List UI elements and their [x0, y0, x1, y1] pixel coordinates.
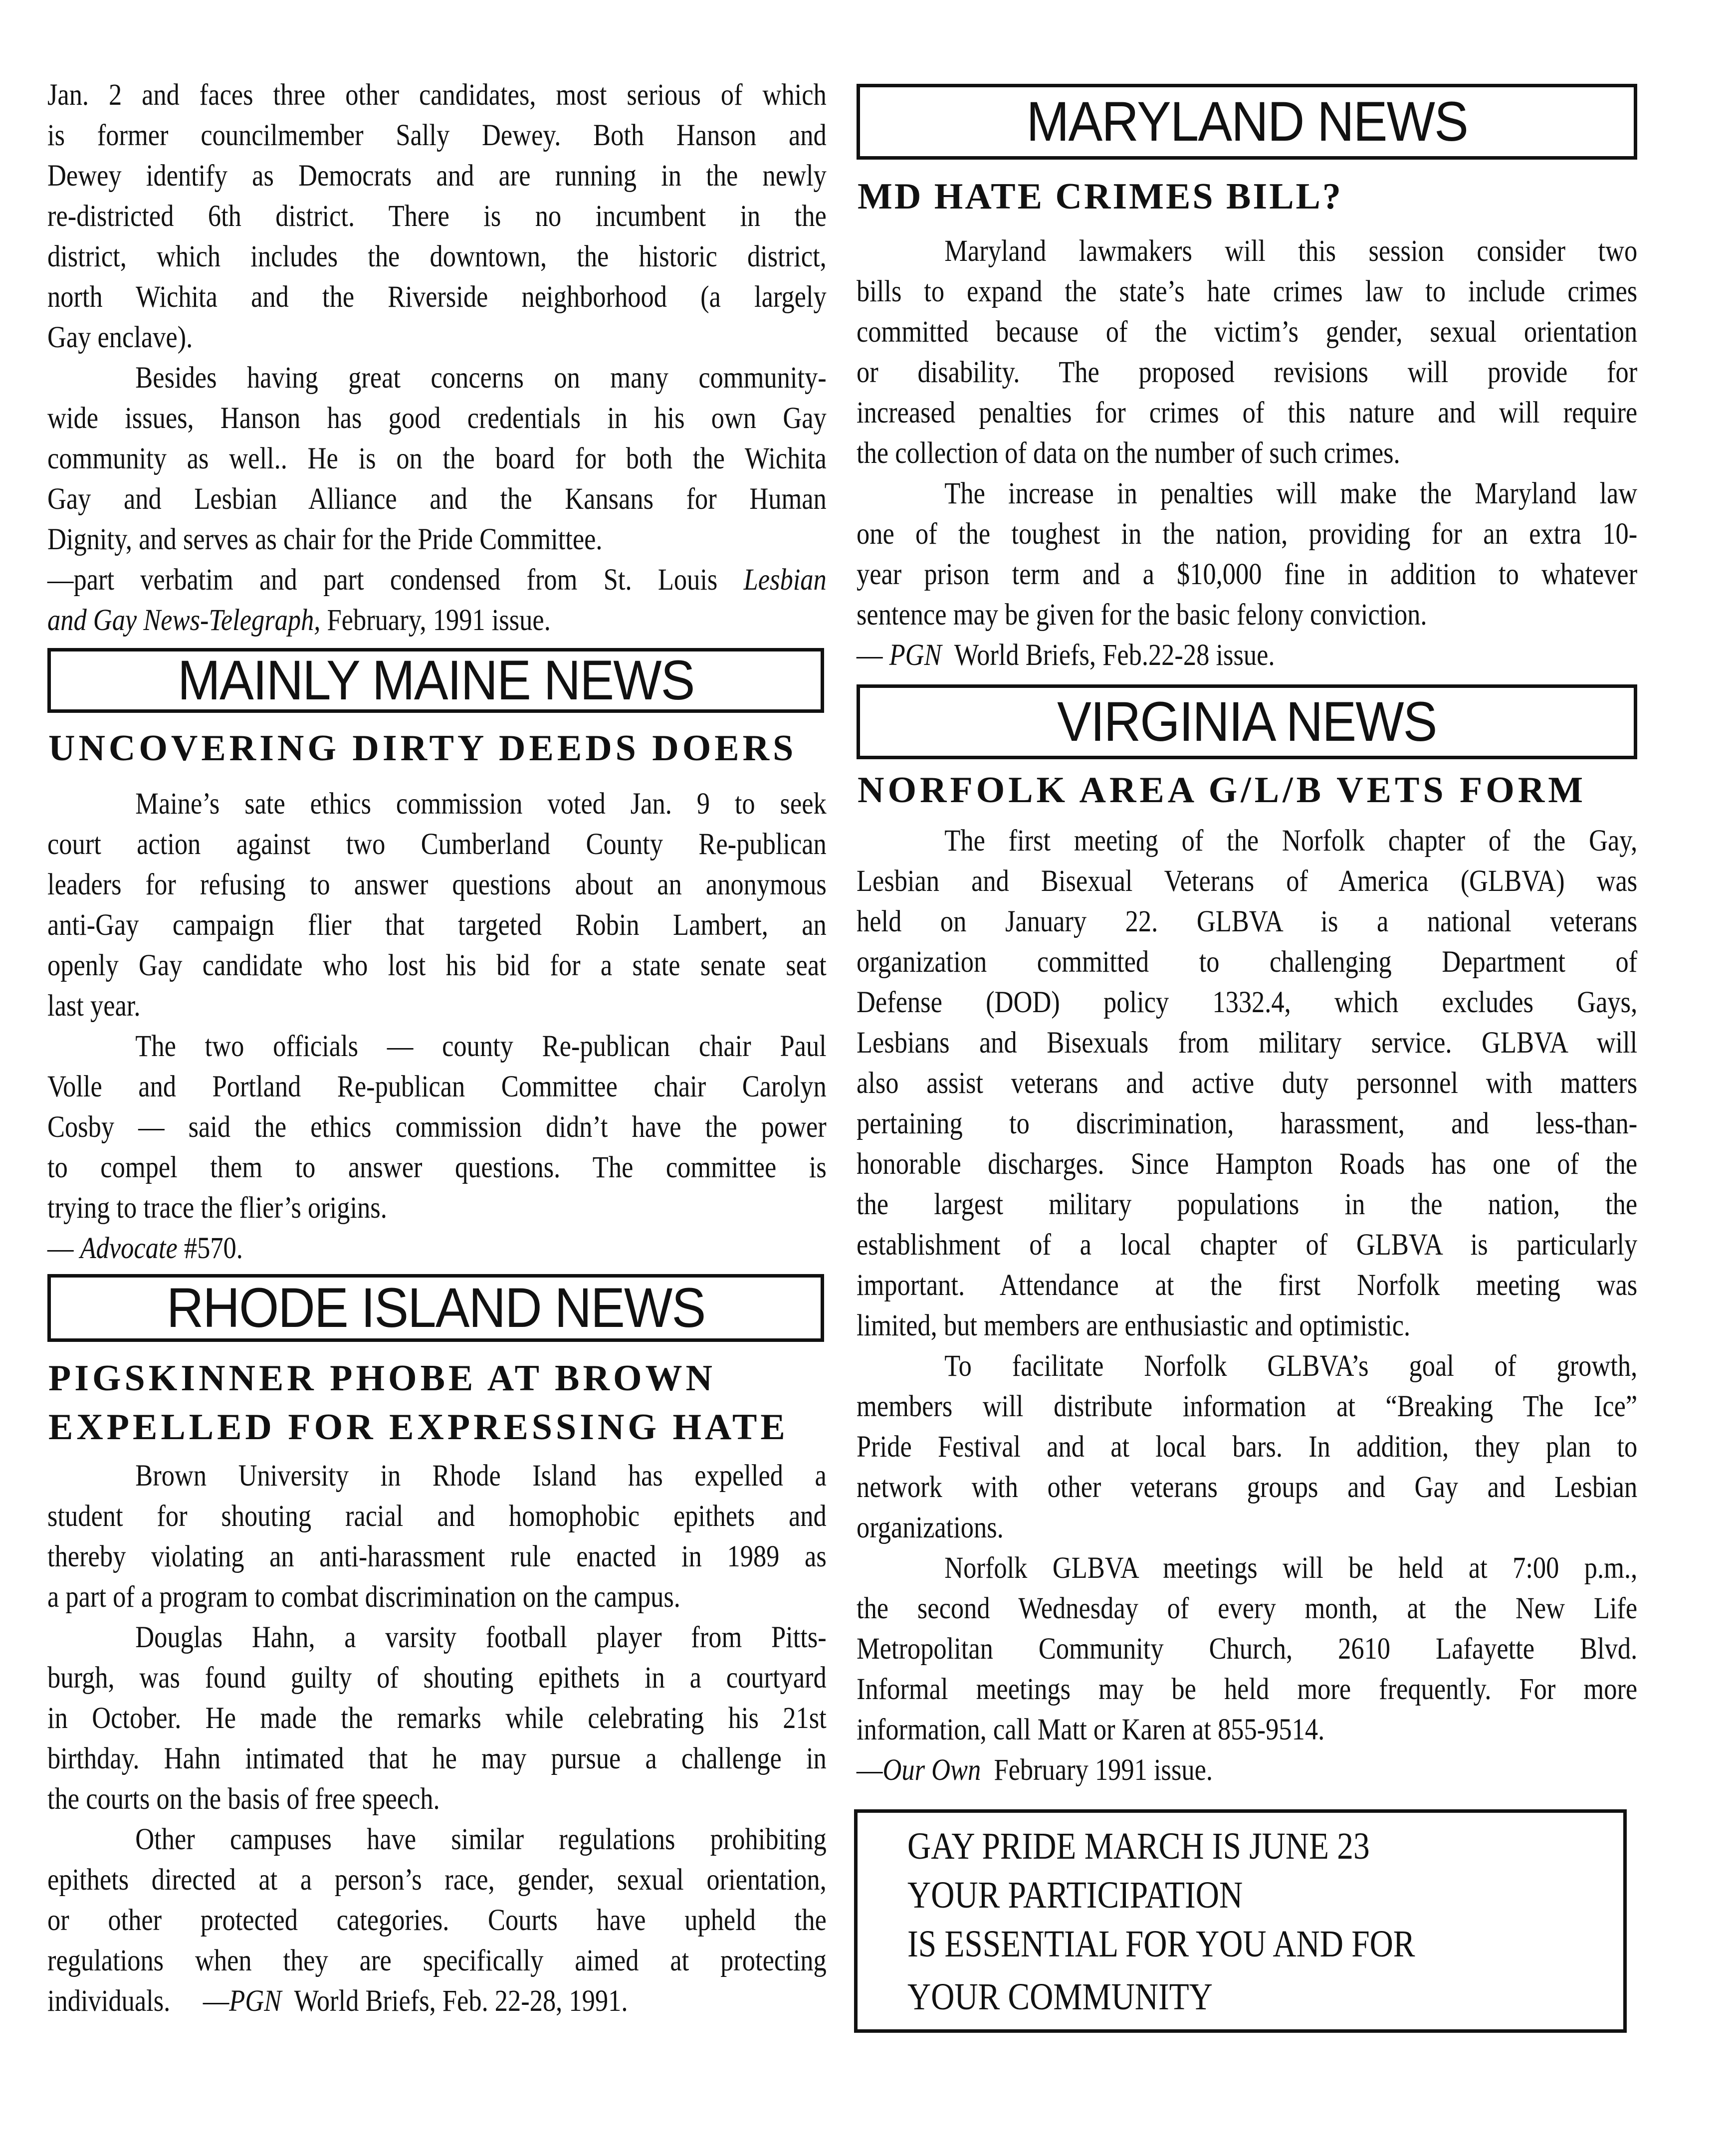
italic-source-text: and Gay News-Telegraph,: [47, 604, 321, 637]
wichita-article-continuation: [47, 75, 827, 641]
text-segment: individuals. —: [47, 1984, 229, 2018]
pride-notice-line: YOUR PARTICIPATION: [907, 1874, 1243, 1916]
text-line: Informal meetings may be held more frequently. For more: [857, 1673, 1638, 1706]
text-line: wide issues, Hanson has good credentials in his own Gay: [47, 402, 827, 435]
text-line: regulations when they are specifically aimed at protecting: [47, 1944, 827, 1977]
text-line: the courts on the basis of free speech.: [47, 1782, 440, 1816]
text-line: bills to expand the state’s hate crimes law to include crimes: [857, 275, 1638, 308]
text-line: increased penalties for crimes of this nature and will require: [857, 396, 1638, 430]
pride-notice-text: [907, 1822, 1415, 2021]
text-line: the second Wednesday of every month, at the New Life: [857, 1592, 1638, 1625]
text-line: important. Attendance at the first Norfolk meeting was: [857, 1269, 1638, 1302]
text-line: epithets directed at a person’s race, gender, sexual orientation,: [47, 1863, 827, 1897]
text-line: Lesbian and Bisexual Veterans of America (GLBVA) was: [857, 864, 1638, 898]
text-line: Dignity, and serves as chair for the Pride Committee.: [47, 523, 603, 556]
text-segment: #570.: [177, 1232, 243, 1265]
text-line: Besides having great concerns on many community-: [135, 361, 827, 395]
text-line: Dewey identify as Democrats and are running in the newly: [47, 159, 827, 193]
text-line: Jan. 2 and faces three other candidates, most serious of which: [47, 78, 827, 112]
text-segment: —: [47, 1232, 80, 1265]
pride-notice-line: GAY PRIDE MARCH IS JUNE 23: [907, 1825, 1370, 1867]
text-line: [857, 635, 1637, 675]
text-line: Douglas Hahn, a varsity football player from Pitts-: [135, 1621, 827, 1654]
text-line: Gay enclave).: [47, 321, 193, 354]
article-headline-line-1: PIGSKINNER PHOBE AT BROWN: [48, 1358, 716, 1399]
section-header-maryland: [857, 84, 1637, 160]
text-line: openly Gay candidate who lost his bid for a state senate seat: [47, 949, 827, 982]
italic-source-text: PGN: [229, 1984, 282, 2018]
text-line: honorable discharges. Since Hampton Roads has one of the: [857, 1147, 1638, 1181]
text-line: organization committed to challenging Department of: [857, 945, 1638, 979]
section-title: VIRGINIA NEWS: [1057, 690, 1437, 753]
text-line: The increase in penalties will make the Maryland law: [944, 477, 1638, 510]
text-line: held on January 22. GLBVA is a national veterans: [857, 905, 1638, 938]
pride-notice-line: IS ESSENTIAL FOR YOU AND FOR: [907, 1923, 1415, 1965]
text-line: one of the toughest in the nation, providing for an extra 10-: [857, 517, 1638, 551]
text-line: last year.: [47, 989, 141, 1023]
text-line: [857, 1750, 1637, 1790]
italic-source-text: Advocate: [80, 1232, 178, 1265]
text-segment: —part verbatim and part condensed from St. Louis: [47, 563, 744, 597]
text-line: Defense (DOD) policy 1332.4, which excludes Gays,: [857, 986, 1638, 1019]
text-line: leaders for refusing to answer questions about an anonymous: [47, 868, 827, 901]
article-headline: MD HATE CRIMES BILL?: [858, 176, 1343, 217]
text-segment: —: [857, 1753, 883, 1787]
section-header-maine: [47, 648, 824, 713]
text-line: burgh, was found guilty of shouting epithets in a courtyard: [47, 1661, 827, 1695]
text-line: Brown University in Rhode Island has expelled a: [135, 1459, 827, 1493]
text-line: establishment of a local chapter of GLBVA is particularly: [857, 1228, 1638, 1262]
text-line: court action against two Cumberland County Re-publican: [47, 828, 827, 861]
pride-march-notice-box: [854, 1809, 1627, 2033]
text-line: the collection of data on the number of such crimes.: [857, 436, 1400, 470]
text-line: Lesbians and Bisexuals from military service. GLBVA will: [857, 1026, 1638, 1060]
text-line: Norfolk GLBVA meetings will be held at 7:00 p.m.,: [944, 1551, 1638, 1585]
text-line: Volle and Portland Re-publican Committee chair Carolyn: [47, 1070, 827, 1103]
text-line: a part of a program to combat discrimination on the campus.: [47, 1580, 680, 1614]
text-line: or other protected categories. Courts have upheld the: [47, 1904, 827, 1937]
section-title: MAINLY MAINE NEWS: [177, 649, 694, 711]
text-line: or disability. The proposed revisions will provide for: [857, 356, 1638, 389]
text-line: limited, but members are enthusiastic and optimistic.: [857, 1309, 1411, 1342]
maine-article-body: [47, 784, 827, 1269]
text-line: The two officials — county Re-publican chair Paul: [135, 1030, 827, 1063]
text-line: student for shouting racial and homophobic epithets and: [47, 1500, 827, 1533]
text-line: anti-Gay campaign flier that targeted Robin Lambert, an: [47, 908, 827, 942]
text-line: Metropolitan Community Church, 2610 Lafayette Blvd.: [857, 1632, 1638, 1666]
text-line: the largest military populations in the nation, the: [857, 1188, 1638, 1221]
text-line: [47, 1228, 827, 1269]
text-line: members will distribute information at “Breaking The Ice”: [857, 1390, 1638, 1423]
article-headline-line-2: EXPELLED FOR EXPRESSING HATE: [48, 1407, 789, 1448]
text-line: also assist veterans and active duty personnel with matters: [857, 1067, 1638, 1100]
text-line: re-districted 6th district. There is no incumbent in the: [47, 200, 827, 233]
text-line: birthday. Hahn intimated that he may pursue a challenge in: [47, 1742, 827, 1775]
text-segment: —: [857, 639, 889, 672]
text-line: Gay and Lesbian Alliance and the Kansans for Human: [47, 482, 827, 516]
text-line: The first meeting of the Norfolk chapter of the Gay,: [944, 824, 1638, 858]
section-header-virginia: [857, 684, 1637, 759]
maryland-article-body: [857, 231, 1637, 675]
article-headline: UNCOVERING DIRTY DEEDS DOERS: [48, 728, 797, 769]
rhode-island-article-body: [47, 1456, 827, 2021]
text-line: sentence may be given for the basic felony conviction.: [857, 598, 1427, 632]
text-line: year prison term and a $10,000 fine in addition to whatever: [857, 558, 1638, 591]
section-header-rhode-island: [47, 1274, 824, 1342]
text-line: Cosby — said the ethics commission didn’t have the power: [47, 1110, 827, 1144]
text-line: pertaining to discrimination, harassment, and less-than-: [857, 1107, 1638, 1140]
text-line: Other campuses have similar regulations prohibiting: [135, 1823, 827, 1856]
text-segment: World Briefs, Feb.22-28 issue.: [941, 639, 1275, 672]
text-line: is former councilmember Sally Dewey. Both Hanson and: [47, 119, 827, 152]
text-line: network with other veterans groups and Gay and Lesbian: [857, 1471, 1638, 1504]
italic-source-text: Our Own: [882, 1753, 981, 1787]
text-line: north Wichita and the Riverside neighborhood (a largely: [47, 280, 827, 314]
text-line: committed because of the victim’s gender, sexual orientation: [857, 315, 1638, 349]
text-line: Maryland lawmakers will this session consider two: [944, 234, 1638, 268]
text-line: to compel them to answer questions. The committee is: [47, 1151, 827, 1184]
italic-source-text: PGN: [889, 639, 942, 672]
text-line: trying to trace the flier’s origins.: [47, 1191, 387, 1225]
text-line: organizations.: [857, 1511, 1004, 1544]
section-title: RHODE ISLAND NEWS: [166, 1277, 705, 1339]
article-headline: NORFOLK AREA G/L/B VETS FORM: [858, 770, 1587, 811]
pride-notice-line: YOUR COMMUNITY: [907, 1976, 1213, 2018]
text-line: information, call Matt or Karen at 855-9514.: [857, 1713, 1325, 1746]
text-segment: February, 1991 issue.: [320, 604, 551, 637]
italic-source-text: Lesbian: [743, 563, 827, 597]
section-title: MARYLAND NEWS: [1026, 90, 1468, 153]
virginia-article-body: [857, 821, 1637, 1790]
text-line: To facilitate Norfolk GLBVA’s goal of growth,: [944, 1349, 1638, 1383]
text-line: community as well.. He is on the board for both the Wichita: [47, 442, 827, 475]
text-segment: February 1991 issue.: [981, 1753, 1213, 1787]
text-line: Pride Festival and at local bars. In addition, they plan to: [857, 1430, 1638, 1464]
text-line: [47, 1981, 827, 2021]
text-line: [47, 600, 827, 641]
text-line: [47, 560, 827, 600]
text-line: Maine’s sate ethics commission voted Jan. 9 to seek: [135, 787, 827, 821]
text-line: district, which includes the downtown, the historic district,: [47, 240, 827, 273]
text-line: in October. He made the remarks while celebrating his 21st: [47, 1702, 827, 1735]
text-line: thereby violating an anti-harassment rule enacted in 1989 as: [47, 1540, 827, 1573]
text-segment: World Briefs, Feb. 22-28, 1991.: [281, 1984, 628, 2018]
